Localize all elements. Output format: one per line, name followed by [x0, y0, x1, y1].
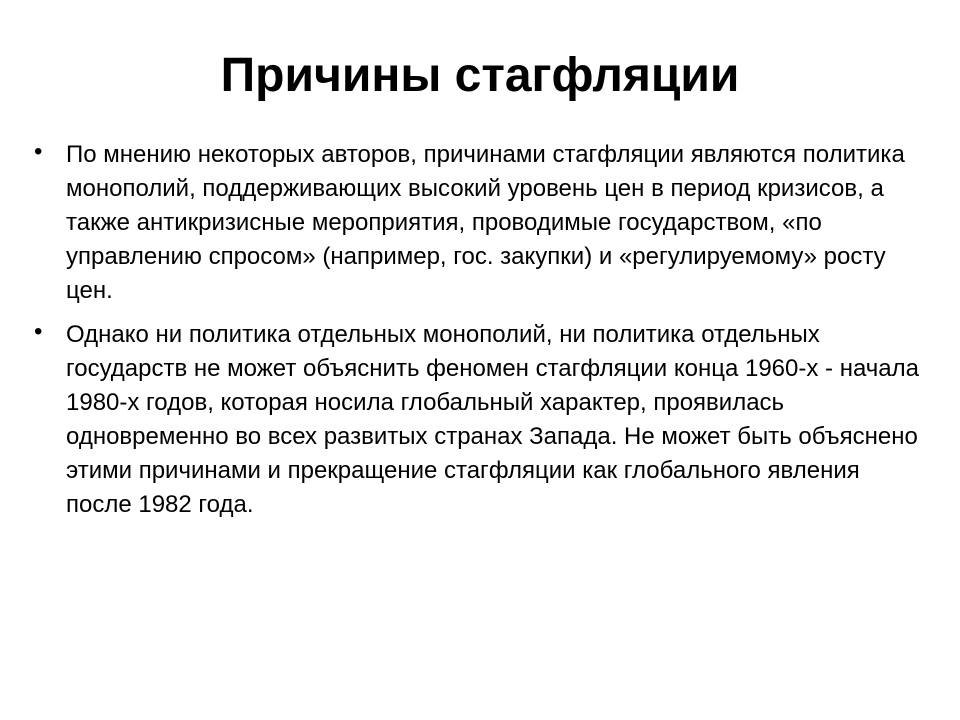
- bullet-list: [30, 138, 930, 532]
- bullet-dot-icon: •: [34, 138, 43, 165]
- bullet-item: [30, 318, 930, 522]
- slide-title: Причины стагфляции: [220, 49, 740, 102]
- bullet-item: [30, 138, 930, 308]
- bullet-dot-icon: •: [34, 318, 43, 345]
- bullet-text: Однако ни политика отдельных монополий, ни политика отдельных государств не может объяснить феномен стагфляции конца 1960-х - начала 1980-х годов, которая носила глобальный характер, проявилась одновременно во всех развитых странах Запада. Не может быть объяснено этими причинами и прекращение стагфляции как глобального явления после 1982 года.: [66, 321, 919, 518]
- bullet-text: По мнению некоторых авторов, причинами стагфляции являются политика монополий, поддерживающих высокий уровень цен в период кризисов, а также антикризисные мероприятия, проводимые государством, «по управлению спросом» (например, гос. закупки) и «регулируемому» росту цен.: [66, 141, 905, 304]
